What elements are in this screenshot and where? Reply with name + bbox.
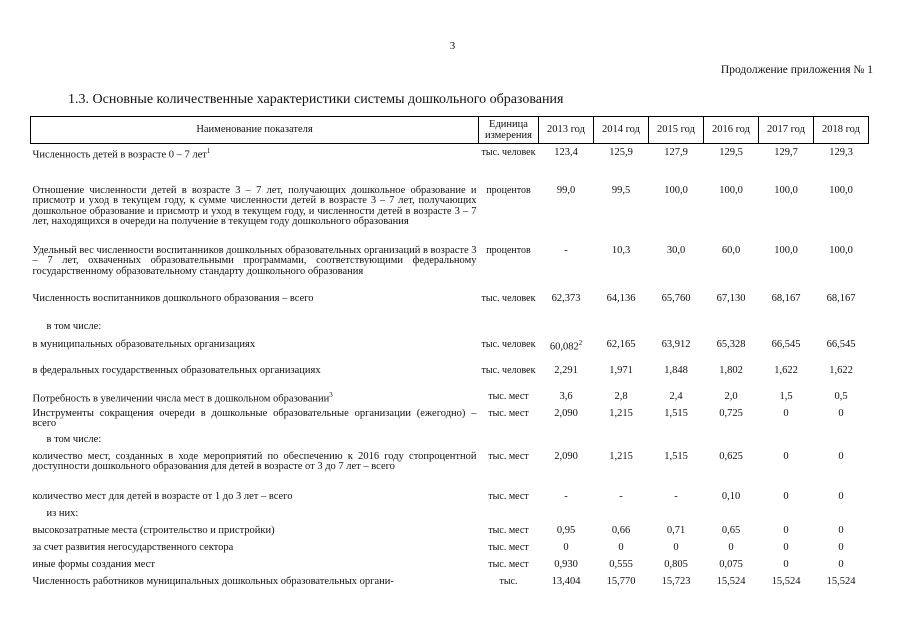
value-cell	[649, 492, 704, 509]
value-text: 1,515	[664, 450, 688, 462]
value-text: 13,404	[551, 575, 581, 587]
value-cell	[704, 186, 759, 246]
value-cell	[759, 409, 814, 435]
value-text: 129,5	[719, 147, 743, 158]
value-cell	[539, 560, 594, 577]
value-cell	[594, 409, 649, 435]
header-name: Наименование показателя	[31, 117, 479, 144]
indicator-unit: тыс. мест	[488, 541, 529, 553]
indicator-unit: тыс. мест	[488, 390, 529, 402]
value-cell	[594, 492, 649, 509]
value-cell	[539, 409, 594, 435]
value-cell	[649, 246, 704, 294]
value-cell	[704, 452, 759, 492]
indicator-name	[31, 452, 479, 492]
indicator-unit: тыс. мест	[488, 490, 529, 502]
value-text: 15,524	[716, 575, 746, 587]
value-text: 0	[783, 490, 789, 502]
value-text: 100,0	[664, 184, 688, 196]
value-text: 99,0	[556, 184, 576, 196]
value-cell	[649, 452, 704, 492]
value-cell	[649, 322, 704, 340]
indicators-table	[30, 116, 869, 597]
table-row	[31, 322, 869, 340]
value-cell	[814, 246, 869, 294]
value-text: 0	[783, 450, 789, 462]
value-text: 0	[728, 541, 734, 553]
value-text: 0,5	[834, 390, 848, 402]
value-cell	[594, 560, 649, 577]
value-cell	[704, 294, 759, 322]
value-text: 2,090	[554, 407, 578, 419]
table-row	[31, 543, 869, 560]
value-cell	[649, 509, 704, 526]
value-cell	[594, 186, 649, 246]
value-text: 1,848	[664, 364, 688, 376]
value-text: 0	[673, 541, 679, 553]
continuation-note: Продолжение приложения № 1	[720, 64, 873, 76]
value-text: 0,65	[721, 524, 741, 536]
value-cell	[704, 543, 759, 560]
value-cell	[759, 526, 814, 543]
value-text: 1,802	[719, 364, 743, 376]
indicator-name	[31, 186, 479, 246]
indicator-name-text: Численность детей в возрасте 0 – 7 лет	[32, 149, 207, 161]
value-text: 3,6	[559, 390, 573, 402]
value-cell	[649, 577, 704, 597]
table-row	[31, 526, 869, 543]
value-cell	[704, 409, 759, 435]
value-text: 0	[838, 450, 844, 462]
value-cell	[539, 435, 594, 452]
indicator-name	[31, 577, 479, 597]
indicator-name-text: из них:	[46, 507, 79, 519]
indicator-name	[31, 294, 479, 322]
footnote-mark: 1	[206, 147, 211, 155]
indicator-name	[31, 366, 479, 392]
value-text: 63,912	[661, 338, 691, 350]
table-row	[31, 246, 869, 294]
value-cell	[594, 366, 649, 392]
value-cell	[814, 144, 869, 186]
value-cell	[759, 186, 814, 246]
value-text: 1,622	[774, 364, 798, 376]
value-cell	[704, 577, 759, 597]
value-cell	[594, 543, 649, 560]
value-cell	[649, 409, 704, 435]
value-text: 1,622	[829, 364, 853, 376]
value-text: 0,625	[719, 450, 743, 462]
table-row	[31, 492, 869, 509]
value-cell	[704, 492, 759, 509]
value-cell	[759, 340, 814, 366]
indicator-unit: тыс.	[499, 575, 518, 587]
indicator-name	[31, 322, 479, 340]
value-cell	[759, 144, 814, 186]
indicator-name-text: Удельный вес численности воспитанников дошкольных образовательных организаций в возрасте 3 – 7 лет, охваченных образовательными программами, соответствующими федеральному государственному образовательному стандарту дошкольного образования	[32, 244, 477, 277]
table-row	[31, 560, 869, 577]
value-text: 123,4	[554, 147, 578, 158]
table-row	[31, 409, 869, 435]
value-cell	[814, 340, 869, 366]
indicator-unit	[479, 509, 539, 526]
value-text: 0,075	[719, 558, 743, 570]
header-year: 2018 год	[814, 117, 869, 144]
value-cell	[594, 435, 649, 452]
value-text: 1,215	[609, 407, 633, 419]
indicator-name-text: высокозатратные места (строительство и пристройки)	[32, 524, 275, 536]
value-text: 30,0	[666, 244, 686, 256]
value-cell	[814, 543, 869, 560]
indicator-unit: тыс. мест	[488, 407, 529, 419]
indicator-name	[31, 246, 479, 294]
value-cell	[649, 340, 704, 366]
value-cell	[649, 366, 704, 392]
value-text: 100,0	[829, 244, 853, 256]
value-text: 100,0	[774, 244, 798, 256]
value-text: -	[564, 244, 568, 256]
value-cell	[814, 392, 869, 409]
value-cell	[759, 246, 814, 294]
value-text: 15,524	[771, 575, 801, 587]
value-cell	[759, 560, 814, 577]
value-cell	[649, 435, 704, 452]
value-text: -	[674, 490, 678, 502]
indicator-name-text: количество мест для детей в возрасте от 1 до 3 лет – всего	[32, 490, 293, 502]
indicator-unit	[479, 435, 539, 452]
value-cell	[539, 144, 594, 186]
table-row	[31, 452, 869, 492]
indicator-name	[31, 435, 479, 452]
value-cell	[814, 492, 869, 509]
value-cell	[814, 577, 869, 597]
value-cell	[759, 543, 814, 560]
indicator-name	[31, 392, 479, 409]
value-text: -	[564, 490, 568, 502]
table-header-row	[31, 117, 869, 144]
value-cell	[539, 526, 594, 543]
value-cell	[704, 340, 759, 366]
indicator-name	[31, 509, 479, 526]
value-cell	[649, 294, 704, 322]
value-cell	[539, 543, 594, 560]
value-text: 64,136	[606, 292, 636, 304]
value-text: 1,215	[609, 450, 633, 462]
value-cell	[704, 144, 759, 186]
value-text: 100,0	[774, 184, 798, 196]
value-text: 0	[783, 524, 789, 536]
value-text: 2,291	[554, 364, 578, 376]
indicator-name	[31, 492, 479, 509]
value-cell	[539, 452, 594, 492]
value-text: 65,760	[661, 292, 691, 304]
value-text: 2,0	[724, 390, 738, 402]
value-text: 10,3	[611, 244, 631, 256]
value-cell	[539, 492, 594, 509]
value-cell	[759, 509, 814, 526]
indicator-unit: процентов	[486, 244, 531, 256]
value-text: 0,71	[666, 524, 686, 536]
indicator-name	[31, 543, 479, 560]
value-text: 68,167	[826, 292, 856, 304]
indicator-name	[31, 144, 479, 186]
value-text: 67,130	[716, 292, 746, 304]
indicator-unit: тыс. мест	[488, 450, 529, 462]
value-cell	[594, 452, 649, 492]
value-cell	[649, 392, 704, 409]
header-year: 2016 год	[704, 117, 759, 144]
indicator-name-text: в муниципальных образовательных организациях	[32, 338, 256, 350]
value-cell	[594, 526, 649, 543]
indicator-name	[31, 340, 479, 366]
value-text: 62,165	[606, 338, 636, 350]
value-text: 1,5	[779, 390, 793, 402]
value-cell	[594, 144, 649, 186]
header-unit: Единица измерения	[479, 117, 539, 144]
footnote-mark: 2	[578, 338, 583, 347]
value-text: 100,0	[829, 184, 853, 196]
value-text: 129,3	[829, 147, 853, 158]
indicator-name-text: Инструменты сокращения очереди в дошкольные образовательные организации (ежегодно) – всего	[32, 407, 477, 429]
value-cell	[594, 392, 649, 409]
value-cell	[759, 294, 814, 322]
indicator-name-text: Численность работников муниципальных дошкольных образовательных органи-	[32, 575, 394, 587]
value-cell	[814, 409, 869, 435]
value-cell	[649, 186, 704, 246]
value-cell	[814, 322, 869, 340]
value-text: 100,0	[719, 184, 743, 196]
value-text: 15,723	[661, 575, 691, 587]
value-cell	[814, 526, 869, 543]
section-title: 1.3. Основные количественные характеристики системы дошкольного образования	[68, 92, 564, 107]
footnote-mark: 3	[329, 390, 333, 399]
value-cell	[539, 366, 594, 392]
value-text: 127,9	[664, 147, 688, 158]
value-cell	[594, 322, 649, 340]
value-text: 15,770	[606, 575, 636, 587]
value-text: 0	[563, 541, 569, 553]
value-text: 125,9	[609, 147, 633, 158]
table-row	[31, 294, 869, 322]
value-cell	[759, 366, 814, 392]
table-row	[31, 340, 869, 366]
value-cell	[759, 392, 814, 409]
header-year: 2014 год	[594, 117, 649, 144]
value-text: 0,95	[556, 524, 576, 536]
table-row	[31, 366, 869, 392]
value-text: 66,545	[826, 338, 856, 350]
value-cell	[594, 577, 649, 597]
indicator-name-text: за счет развития негосударственного сектора	[32, 541, 234, 553]
value-cell	[759, 577, 814, 597]
indicator-unit: тыс. человек	[481, 292, 536, 304]
value-text: 66,545	[771, 338, 801, 350]
value-text: 0	[783, 541, 789, 553]
value-cell	[704, 509, 759, 526]
value-text: 1,515	[664, 407, 688, 419]
indicator-name	[31, 409, 479, 435]
value-cell	[704, 246, 759, 294]
table-row	[31, 577, 869, 597]
indicator-unit	[479, 322, 539, 340]
table-body	[31, 144, 869, 597]
indicator-unit: тыс. человек	[481, 338, 536, 350]
value-cell	[704, 526, 759, 543]
indicator-name	[31, 560, 479, 577]
value-cell	[704, 435, 759, 452]
indicator-unit: тыс. человек	[481, 147, 536, 158]
value-text: 60,082	[549, 341, 579, 352]
indicator-name-text: в том числе:	[46, 433, 102, 445]
value-text: 0,66	[611, 524, 631, 536]
header-year: 2013 год	[539, 117, 594, 144]
value-cell	[814, 560, 869, 577]
value-text: 0	[618, 541, 624, 553]
value-cell	[704, 392, 759, 409]
value-cell	[704, 366, 759, 392]
value-cell	[539, 186, 594, 246]
value-text: 2,4	[669, 390, 683, 402]
value-cell	[594, 294, 649, 322]
indicator-unit: тыс. мест	[488, 558, 529, 570]
value-cell	[594, 340, 649, 366]
value-cell	[814, 435, 869, 452]
indicator-unit: процентов	[486, 184, 531, 196]
value-cell	[539, 294, 594, 322]
value-text: 0	[838, 524, 844, 536]
value-cell	[759, 322, 814, 340]
header-year: 2015 год	[649, 117, 704, 144]
value-text: 2,090	[554, 450, 578, 462]
indicator-name-text: Потребность в увеличении числа мест в дошкольном образовании	[32, 393, 330, 404]
value-cell	[539, 577, 594, 597]
value-text: 0,930	[554, 558, 578, 570]
value-text: 65,328	[716, 338, 746, 350]
value-cell	[759, 452, 814, 492]
indicator-unit: тыс. человек	[481, 364, 536, 376]
value-cell	[539, 322, 594, 340]
value-text: 1,971	[609, 364, 633, 376]
value-cell	[759, 492, 814, 509]
value-cell	[704, 322, 759, 340]
indicator-name-text: Отношение численности детей в возрасте 3 – 7 лет, получающих дошкольное образование и присмотр и уход в текущем году, к сумме численности детей в возрасте 3 – 7 лет, получающих дошкольное образование и присмотр и уход в текущем году, и численности детей в возрасте 3 – 7 лет, находящихся в очереди на получение в текущем году дошкольного образования	[32, 184, 477, 227]
value-cell	[649, 526, 704, 543]
value-text: 0	[838, 558, 844, 570]
value-cell	[594, 509, 649, 526]
value-cell	[814, 452, 869, 492]
indicator-unit: тыс. мест	[488, 524, 529, 536]
value-cell	[814, 294, 869, 322]
value-text: 68,167	[771, 292, 801, 304]
indicator-name-text: в том числе:	[46, 320, 102, 332]
value-text: 0	[783, 558, 789, 570]
value-cell	[649, 144, 704, 186]
value-cell	[759, 435, 814, 452]
value-cell	[594, 246, 649, 294]
value-text: 2,8	[614, 390, 628, 402]
value-cell	[704, 560, 759, 577]
value-cell	[539, 392, 594, 409]
table-row	[31, 144, 869, 186]
value-text: 0	[783, 407, 789, 419]
indicator-name-text: количество мест, созданных в ходе мероприятий по обеспечению к 2016 году стопроцентной доступности дошкольного образования для детей в возрасте от 3 до 7 лет – всего	[32, 450, 477, 472]
value-text: 0,10	[721, 490, 741, 502]
page-number: 3	[449, 40, 456, 52]
value-text: 0	[838, 407, 844, 419]
value-cell	[814, 509, 869, 526]
value-text: 99,5	[611, 184, 631, 196]
table-row	[31, 435, 869, 452]
value-text: 0	[838, 541, 844, 553]
value-text: 0	[838, 490, 844, 502]
value-text: 129,7	[774, 147, 798, 158]
value-cell	[539, 246, 594, 294]
value-cell	[814, 366, 869, 392]
value-cell	[649, 543, 704, 560]
value-text: 60,0	[721, 244, 741, 256]
value-cell	[539, 340, 594, 366]
indicator-name-text: в федеральных государственных образовательных организациях	[32, 364, 321, 376]
indicator-name-text: иные формы создания мест	[32, 558, 155, 570]
table-row	[31, 186, 869, 246]
value-cell	[814, 186, 869, 246]
indicator-name-text: Численность воспитанников дошкольного образования – всего	[32, 292, 314, 304]
header-year: 2017 год	[759, 117, 814, 144]
value-text: 62,373	[551, 292, 581, 304]
value-cell	[649, 560, 704, 577]
table-row	[31, 509, 869, 526]
value-text: 0,555	[609, 558, 633, 570]
value-text: 15,524	[826, 575, 856, 587]
table-row	[31, 392, 869, 409]
indicator-name	[31, 526, 479, 543]
value-text: -	[619, 490, 623, 502]
value-cell	[539, 509, 594, 526]
value-text: 0,725	[719, 407, 743, 419]
value-text: 0,805	[664, 558, 688, 570]
